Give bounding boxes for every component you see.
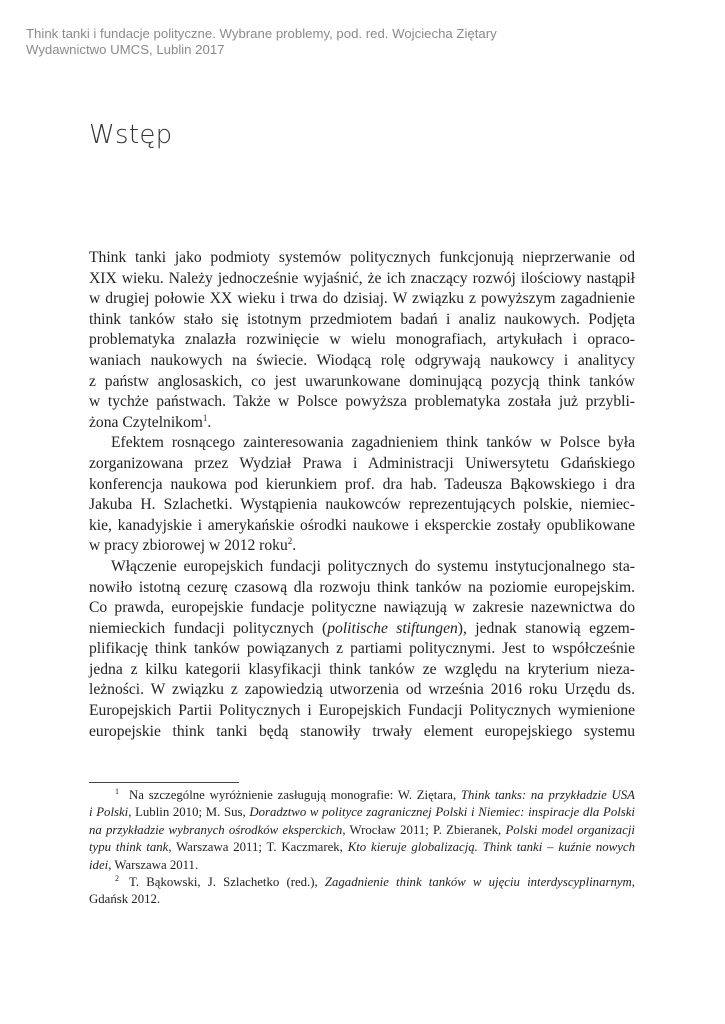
footnote-line	[89, 804, 635, 821]
footnote-title: na przykładzie wybranych ośrodków eksperckich	[89, 822, 343, 837]
paragraph-1	[89, 248, 635, 433]
chapter-title: Wstęp	[89, 120, 173, 150]
footnote-title: typu think tank	[89, 840, 169, 855]
text-line: Europejskich Partii Politycznych i Europejskich Fundacji Politycznych wymienione	[89, 702, 635, 720]
text-line: z państw anglosaskich, co jest uwarunkowane dominującą pozycją think tanków	[89, 372, 635, 390]
footnote-ref-1[interactable]: 1	[202, 412, 208, 423]
text-line: Jakuba H. Szlachetki. Wystąpienia naukowców reprezentujących polskie, niemiec-	[89, 496, 635, 514]
footnote-1	[89, 787, 635, 874]
footnote-text: ,	[631, 875, 635, 890]
text-line: żona Czytelnikom$^1$.	[89, 412, 212, 431]
text-line: zorganizowana przez Wydział Prawa i Administracji Uniwersytetu Gdańskiego	[89, 454, 635, 472]
text-line: w pracy zbiorowej w 2012 roku$^2$.	[89, 536, 297, 555]
text-line: Co prawda, europejskie fundacje polityczne nawiązują w zakresie nazewnictwa do	[89, 599, 635, 617]
footnote-line: Gdańsk 2012.	[89, 892, 161, 907]
footnote-title: Zagadnienie think tanków w ujęciu interdyscyplinarnym	[324, 875, 632, 890]
header-line-publisher: Wydawnictwo UMCS, Lublin 2017	[26, 42, 225, 57]
text-line: waniach naukowych na świecie. Wiodącą rolę odgrywają naukowcy i analitycy	[89, 351, 635, 369]
text-line: w drugiej połowie XX wieku i trwa do dzisiaj. W związku z powyższym zagadnienie	[89, 290, 635, 308]
text-line: plifikację think tanków powiązanych z partiami politycznymi. Jest to współcześnie	[89, 640, 635, 658]
footnote-number: 2	[115, 873, 119, 883]
text-line	[89, 619, 635, 640]
footnote-line	[89, 839, 635, 856]
footnote-ref-2[interactable]: 2	[287, 536, 293, 547]
footnotes	[89, 787, 635, 909]
footnote-title: Polski model organizacji	[505, 822, 635, 837]
footnote-text: T. Bąkowski, J. Szlachetko (red.),	[129, 875, 325, 890]
text-line: w tychże państwach. Także w Polsce powyższa problematyka została już przybli-	[89, 393, 635, 411]
text-line: Think tanki jako podmioty systemów politycznych funkcjonują nieprzerwanie od	[89, 249, 635, 266]
text-line: Efektem rosnącego zainteresowania zagadnieniem think tanków w Polsce była	[111, 434, 635, 452]
text-line: nowiło istotną cezurę czasową dla rozwoju think tanków na poziomie europejskim.	[89, 578, 635, 596]
paragraph-2	[89, 433, 635, 557]
text-line: XIX wieku. Należy jednocześnie wyjaśnić, że ich znaczący rozwój ilościowy nastąpił	[89, 269, 635, 287]
text-line: leżności. W związku z zapowiedzią utworzenia od września 2016 roku Urzędu ds.	[89, 681, 635, 699]
footnote-text: , Lublin 2010; M. Sus,	[128, 805, 250, 820]
footnote-text: , Warszawa 2011.	[108, 857, 199, 872]
footnote-title: i Polski	[89, 805, 129, 820]
text-fragment: w pracy zbiorowej w 2012 roku	[89, 537, 288, 555]
publication-header	[26, 26, 497, 58]
text-line: jedna z kilku kategorii klasyfikacji think tanków ze względu na kryterium nieza-	[89, 660, 635, 678]
text-line: kie, kanadyjskie i amerykańskie ośrodki naukowe i eksperckie zostały opublikowane	[89, 516, 635, 534]
text-fragment: żona Czytelnikom	[89, 413, 203, 431]
footnote-number: 1	[115, 786, 119, 796]
italic-term: politische stiftungen	[327, 619, 458, 637]
footnote-title: idei	[89, 857, 109, 872]
footnote-2	[89, 874, 635, 909]
footnote-text: Na szczególne wyróżnienie zasługują monografie: W. Ziętara,	[129, 788, 461, 802]
main-text	[89, 248, 635, 742]
text-line: konferencja naukowa pod kierunkiem prof. dra hab. Tadeusza Bąkowskiego i dra	[89, 475, 635, 493]
footnote-title: Think tanks: na przykładzie USA	[460, 788, 635, 802]
footnote-line	[89, 822, 635, 839]
paragraph-3	[89, 557, 635, 742]
text-fragment: niemieckich fundacji politycznych (	[89, 619, 328, 637]
footnote-divider	[89, 782, 239, 783]
footnote-text: , Wrocław 2011; P. Zbieranek,	[342, 822, 506, 837]
footnote-text: , Warszawa 2011; T. Kaczmarek,	[168, 840, 348, 855]
footnote-line	[89, 857, 635, 874]
footnote-line	[89, 787, 635, 804]
footnote-title: Kto kieruje globalizacją. Think tanki – kuźnie nowych	[347, 840, 635, 855]
header-line-book: Think tanki i fundacje polityczne. Wybrane problemy, pod. red. Wojciecha Ziętary	[26, 26, 497, 41]
text-line: problematyka znalazła rozwinięcie w wielu monografiach, artykułach i opraco-	[89, 331, 635, 349]
footnote-line	[89, 874, 635, 891]
text-fragment: ), jednak stanowią egzem-	[457, 619, 635, 637]
text-line: europejskie think tanki będą stanowiły trwały element europejskiego systemu	[89, 722, 635, 740]
text-line: think tanków stało się istotnym przedmiotem badań i analiz naukowych. Podjęta	[89, 310, 635, 328]
text-line: Włączenie europejskich fundacji politycznych do systemu instytucjonalnego sta-	[111, 557, 635, 575]
footnote-title: Doradztwo w polityce zagranicznej Polski i Niemiec: inspiracje dla Polski	[249, 805, 635, 820]
